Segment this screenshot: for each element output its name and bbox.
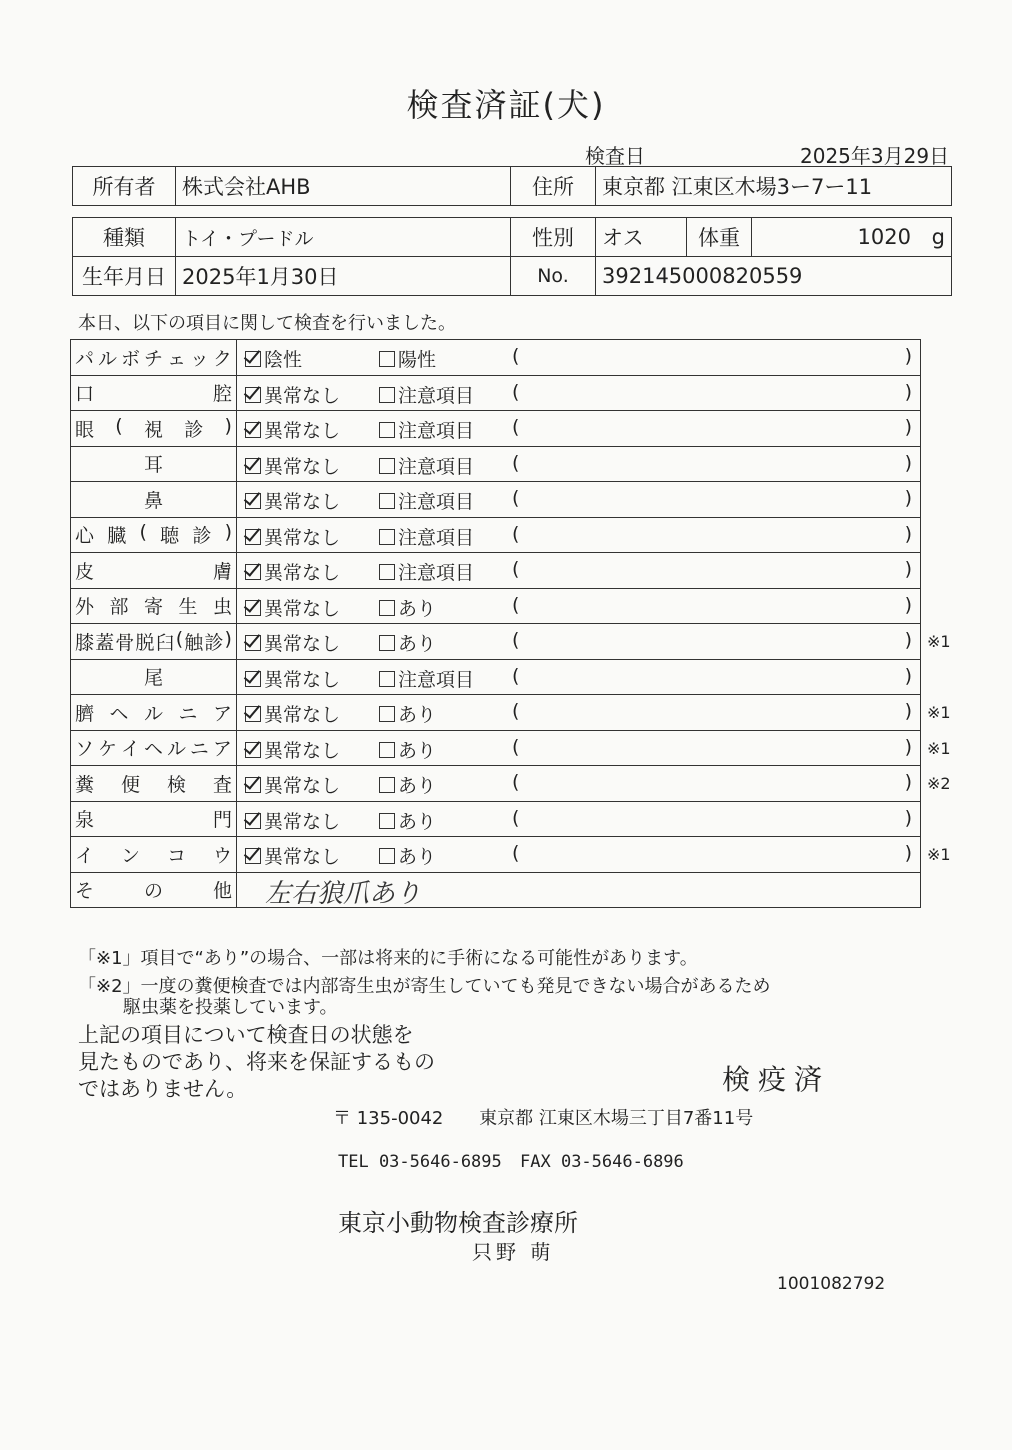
option-normal bbox=[245, 736, 340, 763]
item-char: ア bbox=[212, 738, 232, 761]
option-normal bbox=[245, 629, 340, 656]
checkbox-icon bbox=[245, 458, 261, 474]
footnote-ref: ※1 bbox=[927, 703, 951, 722]
option-flag-label: あり bbox=[398, 704, 437, 726]
contact-line bbox=[338, 1152, 684, 1172]
checkbox-icon bbox=[379, 671, 395, 687]
item-char: の bbox=[143, 880, 163, 903]
check-row bbox=[71, 695, 921, 731]
checkbox-icon bbox=[379, 848, 395, 864]
weight-value: 1020 bbox=[857, 225, 911, 249]
check-item-text bbox=[75, 344, 232, 371]
check-item-label bbox=[71, 446, 237, 482]
checkbox-icon bbox=[245, 742, 261, 758]
check-item-text bbox=[75, 415, 232, 442]
option-flag bbox=[379, 807, 436, 834]
disclaimer bbox=[78, 1022, 435, 1103]
sex-value: オス bbox=[596, 218, 687, 257]
option-normal-label: 異常なし bbox=[264, 775, 341, 797]
option-normal-label: 異常なし bbox=[264, 562, 341, 584]
item-char: ボ bbox=[120, 347, 140, 370]
check-item-label bbox=[71, 837, 237, 873]
disclaimer-line: ではありません。 bbox=[78, 1077, 248, 1101]
paren-close: ) bbox=[904, 593, 912, 616]
clinic-name: 東京小動物検査診療所 bbox=[338, 1209, 578, 1237]
item-char: ェ bbox=[166, 347, 186, 370]
item-char: ル bbox=[143, 702, 163, 725]
paren-open: ( bbox=[512, 806, 520, 829]
item-char: 心 bbox=[75, 525, 95, 548]
option-normal bbox=[245, 558, 340, 585]
check-result-cell bbox=[237, 340, 921, 376]
check-item-label bbox=[71, 517, 237, 553]
quarantine-stamp: 検疫済 bbox=[722, 1063, 831, 1096]
check-result-cell bbox=[237, 695, 951, 731]
checkbox-icon bbox=[379, 706, 395, 722]
checkbox-icon bbox=[245, 671, 261, 687]
option-flag-label: あり bbox=[398, 846, 437, 868]
option-normal-label: 陰性 bbox=[264, 349, 303, 371]
item-char: イ bbox=[120, 738, 140, 761]
option-normal bbox=[245, 842, 340, 869]
breed-label: 種類 bbox=[73, 218, 176, 257]
paren-open: ( bbox=[512, 345, 520, 367]
item-char: チ bbox=[143, 347, 163, 370]
check-item-label bbox=[71, 766, 237, 802]
check-row bbox=[71, 801, 921, 837]
checkbox-icon bbox=[245, 351, 261, 367]
item-char: 聴 bbox=[160, 525, 180, 548]
birthdate-label: 生年月日 bbox=[73, 257, 176, 296]
option-normal-label: 異常なし bbox=[264, 704, 341, 726]
option-flag bbox=[379, 523, 474, 550]
paren-close: ) bbox=[904, 629, 912, 651]
item-char: 診 bbox=[184, 418, 204, 441]
check-result-cell bbox=[237, 588, 921, 624]
checkbox-icon bbox=[379, 635, 395, 651]
paren-open: ( bbox=[512, 629, 520, 651]
check-item-text bbox=[75, 521, 232, 548]
inspector-name: 只野 萌 bbox=[472, 1240, 555, 1264]
item-char: 膝 bbox=[75, 631, 95, 654]
check-result-cell bbox=[237, 553, 921, 589]
item-char: ン bbox=[120, 844, 140, 867]
option-normal-label: 異常なし bbox=[264, 739, 341, 762]
item-char: 寄 bbox=[143, 596, 163, 619]
option-flag-label: 注意項目 bbox=[398, 420, 475, 442]
check-result-cell bbox=[237, 375, 921, 411]
paren-open: ( bbox=[512, 451, 520, 474]
option-normal-label: 異常なし bbox=[264, 420, 341, 442]
check-item-label bbox=[71, 801, 237, 837]
footnote-ref: ※2 bbox=[927, 774, 951, 793]
item-char: 査 bbox=[212, 773, 232, 796]
checkbox-icon bbox=[379, 813, 395, 829]
option-normal-label: 異常なし bbox=[264, 633, 341, 655]
check-row bbox=[71, 659, 921, 695]
footnote-ref: ※1 bbox=[927, 632, 951, 651]
checkbox-icon bbox=[245, 493, 261, 509]
option-flag bbox=[379, 594, 436, 621]
check-item-label bbox=[71, 588, 237, 624]
paren-close: ) bbox=[904, 558, 912, 580]
check-row bbox=[71, 340, 921, 376]
clinic-address: 東京都 江東区木場三丁目7番11号 bbox=[479, 1108, 754, 1129]
disclaimer-line: 見たものであり、将来を保証するもの bbox=[78, 1050, 435, 1074]
item-char: 触 bbox=[184, 631, 204, 654]
inspection-date: 2025年3月29日 bbox=[800, 144, 950, 168]
item-char: 視 bbox=[143, 418, 163, 441]
option-normal-label: 異常なし bbox=[264, 384, 341, 407]
disclaimer-line: 上記の項目について検査日の状態を bbox=[78, 1023, 414, 1047]
checkbox-icon bbox=[245, 635, 261, 651]
option-normal-label: 異常なし bbox=[264, 810, 341, 833]
item-char: 虫 bbox=[212, 596, 232, 619]
check-row bbox=[71, 553, 921, 589]
option-flag bbox=[379, 700, 436, 727]
paren-open: ( bbox=[512, 380, 520, 403]
check-result-cell bbox=[237, 766, 951, 802]
option-flag-label: 注意項目 bbox=[398, 491, 475, 513]
item-char: 他 bbox=[212, 880, 232, 903]
item-char: ッ bbox=[189, 347, 209, 370]
option-normal-label: 異常なし bbox=[264, 668, 341, 691]
item-char: 皮 bbox=[75, 560, 95, 583]
checkbox-icon bbox=[379, 742, 395, 758]
option-normal bbox=[245, 700, 340, 727]
option-normal-label: 異常なし bbox=[264, 846, 341, 868]
check-row bbox=[71, 411, 921, 447]
paren-close: ) bbox=[904, 806, 912, 829]
checkbox-icon bbox=[245, 813, 261, 829]
item-char: 外 bbox=[75, 596, 95, 619]
item-char: 門 bbox=[212, 809, 232, 832]
option-flag-label: 注意項目 bbox=[398, 562, 475, 584]
sex-label: 性別 bbox=[511, 218, 596, 257]
footnote-1: 「※1」項目で“あり”の場合、一部は将来的に手術になる可能性があります。 bbox=[78, 948, 698, 969]
check-item-label bbox=[71, 730, 237, 766]
fax-number: FAX 03-5646-6896 bbox=[520, 1152, 684, 1172]
checkbox-icon bbox=[245, 848, 261, 864]
item-char: ソ bbox=[75, 738, 95, 761]
option-normal bbox=[245, 487, 340, 514]
paren-open: ( bbox=[512, 664, 520, 687]
option-flag bbox=[379, 736, 436, 763]
item-char: 臓 bbox=[107, 525, 127, 548]
item-char: 糞 bbox=[75, 773, 95, 796]
footnote-2-line1: 「※2」一度の糞便検査では内部寄生虫が寄生していても発見できない場合があるため bbox=[78, 976, 771, 997]
option-normal-label: 異常なし bbox=[264, 455, 341, 478]
option-normal-label: 異常なし bbox=[264, 597, 341, 620]
paren-close: ) bbox=[904, 380, 912, 403]
footnote-2-line2: 駆虫薬を投薬しています。 bbox=[123, 997, 338, 1018]
item-char: 生 bbox=[178, 596, 198, 619]
other-handwritten-value: 左右狼爪あり bbox=[265, 878, 422, 909]
item-char: ニ bbox=[189, 738, 209, 761]
paren-close: ) bbox=[904, 451, 912, 474]
option-normal-label: 異常なし bbox=[264, 491, 341, 513]
item-char: 骨 bbox=[115, 631, 135, 654]
item-char: 検 bbox=[166, 773, 186, 796]
option-flag bbox=[379, 842, 436, 869]
item-char: ニ bbox=[178, 702, 198, 725]
other-row bbox=[71, 872, 921, 908]
paren-close: ) bbox=[904, 735, 912, 758]
item-char: パ bbox=[75, 347, 95, 370]
option-flag bbox=[379, 381, 474, 408]
item-char: ウ bbox=[212, 844, 232, 867]
checks-table bbox=[70, 339, 951, 909]
paren-open: ( bbox=[512, 558, 520, 580]
check-item-text: 鼻 bbox=[143, 489, 163, 512]
option-normal bbox=[245, 452, 340, 479]
check-result-cell bbox=[237, 482, 921, 518]
check-item-text: 尾 bbox=[143, 667, 163, 690]
option-normal bbox=[245, 416, 340, 443]
intro-text: 本日、以下の項目に関して検査を行いました。 bbox=[78, 313, 456, 334]
tel-number: TEL 03-5646-6895 bbox=[338, 1152, 502, 1172]
check-item-text bbox=[75, 770, 232, 797]
option-flag bbox=[379, 452, 474, 479]
item-char: 腔 bbox=[212, 383, 232, 406]
paren-close: ) bbox=[904, 522, 912, 545]
check-row bbox=[71, 766, 921, 802]
item-char: 便 bbox=[120, 773, 140, 796]
check-item-text bbox=[75, 379, 232, 406]
footnote-ref: ※1 bbox=[927, 738, 951, 758]
document-title: 検査済証(犬) bbox=[406, 86, 606, 124]
paren-open: ( bbox=[512, 735, 520, 758]
item-char: そ bbox=[75, 880, 95, 903]
weight-label: 体重 bbox=[687, 218, 752, 257]
paren-close: ) bbox=[904, 771, 912, 793]
option-flag-label: 注意項目 bbox=[398, 526, 475, 549]
weight-cell bbox=[752, 218, 952, 257]
option-flag-label: 注意項目 bbox=[398, 455, 475, 478]
option-normal bbox=[245, 345, 302, 372]
checkbox-icon bbox=[379, 422, 395, 438]
check-item-text bbox=[75, 592, 232, 619]
paren-close: ) bbox=[904, 487, 912, 509]
other-label-text bbox=[75, 876, 232, 903]
item-char: 診 bbox=[204, 631, 224, 654]
check-result-cell bbox=[237, 517, 921, 553]
check-result-cell bbox=[237, 801, 921, 837]
item-char: 膚 bbox=[212, 560, 232, 583]
check-item-label bbox=[71, 411, 237, 447]
check-row bbox=[71, 588, 921, 624]
check-item-label bbox=[71, 340, 237, 376]
item-char: 口 bbox=[75, 383, 95, 406]
owner-table bbox=[72, 166, 952, 206]
address-value: 東京都 江東区木場3ー7ー11 bbox=[596, 167, 952, 206]
option-normal bbox=[245, 771, 340, 798]
animal-table bbox=[72, 217, 952, 296]
item-char: ) bbox=[224, 627, 232, 650]
paren-close: ) bbox=[904, 664, 912, 687]
postal-code: 〒 135-0042 bbox=[333, 1108, 444, 1129]
owner-label: 所有者 bbox=[73, 167, 176, 206]
checkbox-icon bbox=[379, 387, 395, 403]
item-char: ( bbox=[175, 627, 184, 650]
address-label: 住所 bbox=[511, 167, 596, 206]
check-item-text bbox=[75, 557, 232, 584]
footnote-ref: ※1 bbox=[927, 845, 951, 864]
item-char: 蓋 bbox=[95, 631, 115, 654]
check-item-text bbox=[75, 734, 232, 761]
check-row bbox=[71, 482, 921, 518]
paren-open: ( bbox=[512, 842, 520, 864]
option-normal bbox=[245, 807, 340, 834]
checkbox-icon bbox=[245, 777, 261, 793]
option-flag bbox=[379, 487, 474, 514]
check-item-label bbox=[71, 375, 237, 411]
option-flag-label: あり bbox=[398, 597, 437, 620]
check-result-cell bbox=[237, 659, 921, 695]
option-normal bbox=[245, 523, 340, 550]
check-item-text bbox=[75, 841, 232, 868]
document-number: 1001082792 bbox=[777, 1274, 886, 1294]
item-char: 臼 bbox=[155, 631, 175, 654]
item-char: コ bbox=[166, 844, 186, 867]
paren-open: ( bbox=[512, 700, 520, 722]
option-normal bbox=[245, 381, 340, 408]
item-char: ケ bbox=[97, 738, 117, 761]
checkbox-icon bbox=[245, 600, 261, 616]
paren-open: ( bbox=[512, 487, 520, 509]
checkbox-icon bbox=[379, 529, 395, 545]
item-char: ) bbox=[224, 414, 232, 437]
number-label: No. bbox=[511, 257, 596, 296]
checkbox-icon bbox=[379, 351, 395, 367]
other-label bbox=[71, 872, 237, 908]
check-result-cell bbox=[237, 624, 951, 660]
checkbox-icon bbox=[379, 458, 395, 474]
option-flag bbox=[379, 558, 474, 585]
check-result-cell bbox=[237, 446, 921, 482]
option-flag bbox=[379, 771, 436, 798]
weight-unit: g bbox=[931, 225, 945, 249]
item-char: ヘ bbox=[143, 738, 163, 761]
other-cell bbox=[237, 872, 921, 908]
birthdate-value: 2025年1月30日 bbox=[176, 257, 511, 296]
checkbox-icon bbox=[379, 777, 395, 793]
checkbox-icon bbox=[379, 493, 395, 509]
item-char: ( bbox=[115, 414, 123, 437]
paren-close: ) bbox=[904, 416, 912, 438]
checkbox-icon bbox=[245, 706, 261, 722]
option-flag-label: 陽性 bbox=[398, 349, 437, 371]
check-result-cell bbox=[237, 837, 951, 873]
item-char: 臍 bbox=[75, 702, 95, 725]
paren-open: ( bbox=[512, 771, 520, 793]
item-char: ヘ bbox=[109, 702, 129, 725]
option-flag-label: あり bbox=[398, 810, 437, 833]
breed-value: トイ・プードル bbox=[176, 218, 511, 257]
checkbox-icon bbox=[379, 564, 395, 580]
option-flag-label: 注意項目 bbox=[398, 384, 475, 407]
check-item-text: 耳 bbox=[143, 454, 163, 477]
checkbox-icon bbox=[379, 600, 395, 616]
item-char: ) bbox=[224, 521, 232, 544]
number-value: 392145000820559 bbox=[596, 257, 952, 296]
option-normal-label: 異常なし bbox=[264, 526, 341, 549]
check-item-label bbox=[71, 482, 237, 518]
option-flag bbox=[379, 665, 474, 692]
item-char: 部 bbox=[109, 596, 129, 619]
check-result-cell bbox=[237, 730, 951, 766]
item-char: イ bbox=[75, 844, 95, 867]
clinic-address-line bbox=[333, 1104, 753, 1130]
option-flag bbox=[379, 629, 436, 656]
option-flag-label: あり bbox=[398, 739, 437, 762]
paren-close: ) bbox=[904, 700, 912, 722]
check-row bbox=[71, 446, 921, 482]
check-row bbox=[71, 517, 921, 553]
check-row bbox=[71, 730, 921, 766]
item-char: 脱 bbox=[135, 631, 155, 654]
option-normal bbox=[245, 594, 340, 621]
check-row bbox=[71, 624, 921, 660]
check-item-label bbox=[71, 553, 237, 589]
checkbox-icon bbox=[245, 529, 261, 545]
item-char: ク bbox=[212, 347, 232, 370]
item-char: ア bbox=[212, 702, 232, 725]
option-flag-label: あり bbox=[398, 633, 437, 655]
item-char: ル bbox=[97, 347, 117, 370]
item-char: ル bbox=[166, 738, 186, 761]
item-char: ( bbox=[139, 521, 147, 544]
check-item-label bbox=[71, 624, 237, 660]
paren-close: ) bbox=[904, 842, 912, 864]
check-row bbox=[71, 375, 921, 411]
check-item-text bbox=[75, 628, 232, 655]
check-item-text bbox=[75, 805, 232, 832]
check-result-cell bbox=[237, 411, 921, 447]
check-row bbox=[71, 837, 921, 873]
option-flag bbox=[379, 416, 474, 443]
check-item-label bbox=[71, 659, 237, 695]
check-item-text bbox=[75, 699, 232, 726]
paren-close: ) bbox=[904, 345, 912, 367]
option-flag-label: 注意項目 bbox=[398, 668, 475, 691]
paren-open: ( bbox=[512, 522, 520, 545]
option-flag-label: あり bbox=[398, 775, 437, 797]
checkbox-icon bbox=[245, 422, 261, 438]
option-normal bbox=[245, 665, 340, 692]
checkbox-icon bbox=[245, 564, 261, 580]
paren-open: ( bbox=[512, 416, 520, 438]
item-char: 眼 bbox=[75, 418, 95, 441]
inspection-date-label: 検査日 bbox=[585, 144, 645, 168]
owner-value: 株式会社AHB bbox=[176, 167, 511, 206]
check-item-label bbox=[71, 695, 237, 731]
paren-open: ( bbox=[512, 593, 520, 616]
checkbox-icon bbox=[245, 387, 261, 403]
item-char: 診 bbox=[192, 525, 212, 548]
option-flag bbox=[379, 345, 436, 372]
item-char: 泉 bbox=[75, 809, 95, 832]
